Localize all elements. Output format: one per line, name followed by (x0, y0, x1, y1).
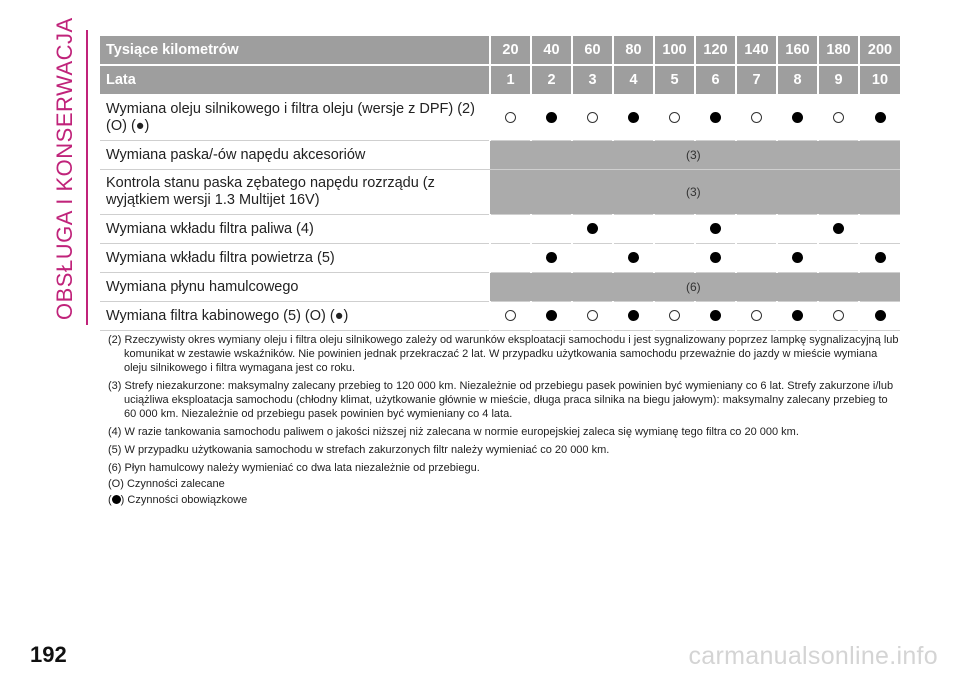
filled-dot-icon (710, 310, 721, 321)
years-header-value-0: 1 (490, 65, 531, 95)
years-header-value-9: 10 (859, 65, 900, 95)
schedule-cell (572, 95, 613, 141)
filled-dot-icon (628, 112, 639, 123)
legend-mandatory-text: ) Czynności obowiązkowe (120, 494, 248, 506)
schedule-cell (818, 244, 859, 273)
filled-dot-icon (875, 310, 886, 321)
schedule-cell (654, 95, 695, 141)
schedule-cell (818, 215, 859, 244)
km-header-value-3: 80 (613, 36, 654, 65)
schedule-cell (736, 95, 777, 141)
footnote-2: (2) Rzeczywisty okres wymiany oleju i filtra oleju silnikowego zależy od warunków eksploatacji samochodu i jest sygnalizowany poprzez lampkę sygnalizacyjną lub komunikat w zestawie wskaźników. Nie powinien jednak przekraczać 2 lat. W przypadku użytkowania samochodu przeważnie do jazdy w mieście wymiana oleju silnikowego i filtra wymagana jest co roku. (108, 334, 899, 374)
schedule-cell (613, 95, 654, 141)
schedule-cell (572, 215, 613, 244)
schedule-cell (695, 95, 736, 141)
footnote-4: (4) W razie tankowania samochodu paliwem o jakości niższej niż zalecana w normie europejskiej zaleca się wymianę tego filtra co 20 000 km. (108, 426, 799, 438)
interval-note: (3) (490, 141, 900, 170)
years-header-value-6: 7 (736, 65, 777, 95)
filled-dot-icon (628, 310, 639, 321)
table-row (100, 302, 900, 331)
operation-label-line1: Wymiana płynu hamulcowego (106, 278, 299, 295)
schedule-cell (736, 302, 777, 331)
schedule-cell (654, 302, 695, 331)
operation-label-line1: Kontrola stanu paska zębatego napędu rozrządu (z (106, 175, 435, 191)
schedule-cell (531, 302, 572, 331)
schedule-cell (777, 215, 818, 244)
schedule-cell (654, 215, 695, 244)
hollow-circle-icon (669, 310, 680, 321)
section-rule (86, 30, 88, 325)
operation-label-line1: Wymiana filtra kabinowego (5) (O) (●) (106, 307, 349, 324)
operation-label (100, 215, 490, 244)
schedule-cell (859, 215, 900, 244)
km-header-value-7: 160 (777, 36, 818, 65)
hollow-circle-icon (587, 112, 598, 123)
schedule-cell (531, 95, 572, 141)
legend-mandatory-open: ( (108, 494, 112, 506)
filled-dot-icon (546, 112, 557, 123)
operation-label-line1: Wymiana wkładu filtra paliwa (4) (106, 220, 314, 237)
operation-label (100, 95, 490, 141)
years-header-value-2: 3 (572, 65, 613, 95)
footnote-3: (3) Strefy niezakurzone: maksymalny zalecany przebieg to 120 000 km. Niezależnie od przebiegu pasek powinien być wymieniany co 6 lat. Strefy zakurzone i/lub uciążliwa eksploatacja samochodu (chłodny klimat, użytkowanie głównie w mieście, długa praca silnika na biegu jałowym): maksymalny zalecany przebieg to 60 000 km. Niezależnie od przebiegu pasek powinien być wymieniany co 4 lata. (108, 380, 894, 420)
schedule-cell (490, 302, 531, 331)
schedule-cell (613, 215, 654, 244)
hollow-circle-icon (833, 310, 844, 321)
schedule-cell (490, 244, 531, 273)
schedule-cell (859, 244, 900, 273)
km-header-value-1: 40 (531, 36, 572, 65)
schedule-cell (654, 244, 695, 273)
km-header-value-5: 120 (695, 36, 736, 65)
table-row (100, 170, 900, 215)
years-header-value-5: 6 (695, 65, 736, 95)
filled-dot-icon (792, 310, 803, 321)
filled-dot-icon (710, 252, 721, 263)
filled-dot-icon (875, 252, 886, 263)
hollow-circle-icon (833, 112, 844, 123)
filled-dot-icon (875, 112, 886, 123)
filled-dot-icon (587, 223, 598, 234)
schedule-cell (613, 302, 654, 331)
years-header-value-8: 9 (818, 65, 859, 95)
hollow-circle-icon (505, 112, 516, 123)
page-number: 192 (30, 642, 67, 667)
years-header-value-3: 4 (613, 65, 654, 95)
footnote-6: (6) Płyn hamulcowy należy wymieniać co dwa lata niezależnie od przebiegu. (108, 462, 480, 474)
operation-label (100, 141, 490, 170)
hollow-circle-icon (751, 112, 762, 123)
schedule-cell (613, 244, 654, 273)
hollow-circle-icon (505, 310, 516, 321)
maintenance-schedule-table (100, 36, 900, 331)
years-header-value-7: 8 (777, 65, 818, 95)
filled-dot-icon (792, 112, 803, 123)
filled-dot-icon (792, 252, 803, 263)
schedule-cell (531, 215, 572, 244)
schedule-cell (859, 95, 900, 141)
years-header-row (100, 65, 900, 95)
legend-recommended: (O) Czynności zalecane (108, 478, 225, 490)
schedule-cell (572, 244, 613, 273)
schedule-cell (490, 215, 531, 244)
footnote-5: (5) W przypadku użytkowania samochodu w strefach zakurzonych filtr należy wymieniać co 20 000 km. (108, 444, 610, 456)
years-header-value-1: 2 (531, 65, 572, 95)
filled-dot-icon (833, 223, 844, 234)
table-row (100, 95, 900, 141)
km-header-row (100, 36, 900, 65)
schedule-cell (695, 302, 736, 331)
filled-dot-icon (710, 223, 721, 234)
filled-dot-icon (546, 310, 557, 321)
table-row (100, 141, 900, 170)
operation-label-line2: wyjątkiem wersji 1.3 Multijet 16V) (106, 192, 320, 208)
schedule-cell (777, 302, 818, 331)
schedule-cell (859, 302, 900, 331)
filled-dot-icon (628, 252, 639, 263)
operation-label-line1: Wymiana oleju silnikowego i filtra oleju (wersje z DPF) (2) (106, 101, 475, 117)
km-header-value-2: 60 (572, 36, 613, 65)
km-header-value-9: 200 (859, 36, 900, 65)
table-row (100, 244, 900, 273)
schedule-cell (818, 302, 859, 331)
schedule-cell (490, 95, 531, 141)
filled-dot-icon (112, 495, 121, 504)
operation-label-line1: Wymiana paska/-ów napędu akcesoriów (106, 146, 366, 163)
km-header-value-4: 100 (654, 36, 695, 65)
operation-label (100, 273, 490, 302)
section-title: OBSŁUGA I KONSERWACJA (52, 17, 77, 320)
operation-label (100, 170, 490, 215)
table-row (100, 273, 900, 302)
footnotes (108, 333, 900, 509)
watermark: carmanualsonline.info (688, 642, 938, 670)
schedule-cell (695, 244, 736, 273)
hollow-circle-icon (751, 310, 762, 321)
filled-dot-icon (710, 112, 721, 123)
km-header-label: Tysiące kilometrów (100, 36, 490, 65)
operation-label-line1: Wymiana wkładu filtra powietrza (5) (106, 249, 335, 266)
hollow-circle-icon (669, 112, 680, 123)
schedule-cell (818, 95, 859, 141)
km-header-value-6: 140 (736, 36, 777, 65)
operation-label (100, 244, 490, 273)
schedule-cell (777, 244, 818, 273)
schedule-cell (531, 244, 572, 273)
km-header-value-0: 20 (490, 36, 531, 65)
interval-note: (6) (490, 273, 900, 302)
operation-label-line2: (O) (●) (106, 118, 150, 134)
operation-label (100, 302, 490, 331)
legend-mandatory (108, 493, 900, 507)
years-header-label: Lata (100, 65, 490, 95)
table-row (100, 215, 900, 244)
filled-dot-icon (546, 252, 557, 263)
schedule-cell (572, 302, 613, 331)
schedule-cell (736, 244, 777, 273)
hollow-circle-icon (587, 310, 598, 321)
interval-note: (3) (490, 170, 900, 215)
schedule-cell (777, 95, 818, 141)
km-header-value-8: 180 (818, 36, 859, 65)
schedule-cell (695, 215, 736, 244)
years-header-value-4: 5 (654, 65, 695, 95)
schedule-cell (736, 215, 777, 244)
